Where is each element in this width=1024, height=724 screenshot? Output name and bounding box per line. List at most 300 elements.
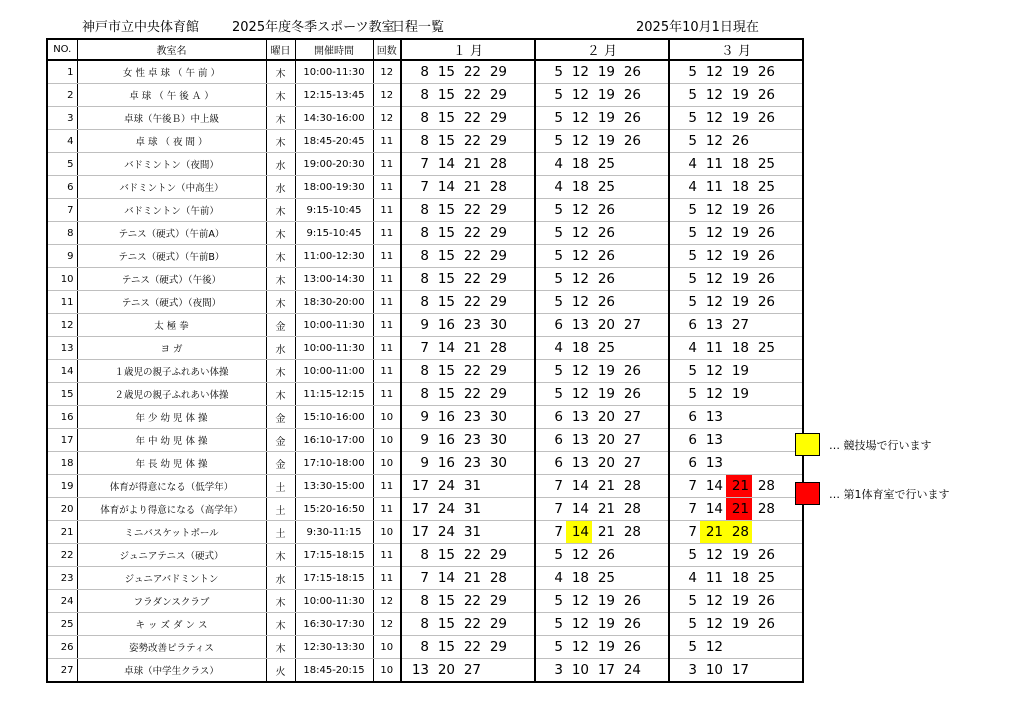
date-cell: 19 xyxy=(592,107,618,130)
date-cell: 4 xyxy=(669,337,700,360)
class-name: 年 少 幼 児 体 操 xyxy=(77,406,266,429)
weekday: 木 xyxy=(266,107,295,130)
date-cell: 7 xyxy=(535,521,566,544)
class-name: フラダンスクラブ xyxy=(77,590,266,613)
date-cell xyxy=(778,383,803,406)
table-row xyxy=(47,659,803,683)
date-cell: 4 xyxy=(669,567,700,590)
date-cell: 12 xyxy=(700,199,726,222)
date-cell: 12 xyxy=(566,84,592,107)
time-slot: 9:30-11:15 xyxy=(295,521,373,544)
date-cell: 5 xyxy=(535,544,566,567)
date-cell: 25 xyxy=(752,567,778,590)
class-name: 卓球（午後Ｂ）中上級 xyxy=(77,107,266,130)
date-cell xyxy=(644,245,669,268)
class-name: テニス（硬式）（午前A） xyxy=(77,222,266,245)
date-cell: 11 xyxy=(700,567,726,590)
date-cell: 27 xyxy=(618,406,644,429)
date-cell xyxy=(752,314,778,337)
date-cell xyxy=(778,60,803,84)
class-name: ヨ ガ xyxy=(77,337,266,360)
date-cell: 12 xyxy=(700,291,726,314)
session-count: 12 xyxy=(373,60,401,84)
date-cell xyxy=(510,567,535,590)
date-cell: 6 xyxy=(669,452,700,475)
time-slot: 14:30-16:00 xyxy=(295,107,373,130)
weekday: 木 xyxy=(266,360,295,383)
date-cell xyxy=(484,659,510,683)
date-cell xyxy=(778,107,803,130)
date-cell: 29 xyxy=(484,60,510,84)
date-cell: 12 xyxy=(700,107,726,130)
date-cell: 10 xyxy=(566,659,592,683)
date-cell: 5 xyxy=(535,130,566,153)
session-count: 11 xyxy=(373,337,401,360)
date-cell: 22 xyxy=(458,291,484,314)
date-cell: 8 xyxy=(401,544,432,567)
table-row xyxy=(47,406,803,429)
date-cell xyxy=(510,360,535,383)
table-row xyxy=(47,130,803,153)
date-cell xyxy=(778,590,803,613)
date-cell: 15 xyxy=(432,291,458,314)
date-cell xyxy=(644,176,669,199)
date-cell: 26 xyxy=(752,291,778,314)
date-cell xyxy=(510,268,535,291)
date-cell: 7 xyxy=(535,498,566,521)
date-cell: 5 xyxy=(535,360,566,383)
date-cell xyxy=(644,613,669,636)
date-cell: 7 xyxy=(401,153,432,176)
table-row xyxy=(47,291,803,314)
date-cell: 29 xyxy=(484,383,510,406)
session-count: 10 xyxy=(373,659,401,683)
date-cell: 12 xyxy=(566,245,592,268)
date-cell: 5 xyxy=(669,199,700,222)
date-cell: 22 xyxy=(458,268,484,291)
weekday: 金 xyxy=(266,429,295,452)
row-no: 23 xyxy=(47,567,77,590)
date-cell: 29 xyxy=(484,636,510,659)
date-cell: 23 xyxy=(458,452,484,475)
date-cell: 5 xyxy=(669,130,700,153)
date-cell xyxy=(778,130,803,153)
date-cell: 18 xyxy=(726,153,752,176)
weekday: 土 xyxy=(266,475,295,498)
date-cell: 20 xyxy=(592,429,618,452)
date-cell: 26 xyxy=(752,60,778,84)
date-cell: 5 xyxy=(535,222,566,245)
date-cell: 27 xyxy=(618,452,644,475)
date-cell: 12 xyxy=(566,383,592,406)
date-cell: 18 xyxy=(566,337,592,360)
date-cell: 28 xyxy=(726,521,752,544)
date-cell: 28 xyxy=(484,567,510,590)
date-cell: 29 xyxy=(484,291,510,314)
date-cell: 19 xyxy=(726,222,752,245)
date-cell: 19 xyxy=(592,636,618,659)
session-count: 11 xyxy=(373,268,401,291)
date-cell: 26 xyxy=(618,130,644,153)
date-cell: 14 xyxy=(700,475,726,498)
date-cell xyxy=(510,199,535,222)
date-cell: 19 xyxy=(592,383,618,406)
date-cell: 12 xyxy=(700,360,726,383)
time-slot: 16:10-17:00 xyxy=(295,429,373,452)
col-month-3: ３ 月 xyxy=(669,39,803,60)
time-slot: 18:45-20:45 xyxy=(295,130,373,153)
date-cell: 28 xyxy=(618,498,644,521)
date-cell: 12 xyxy=(700,60,726,84)
date-cell xyxy=(510,291,535,314)
date-cell xyxy=(752,636,778,659)
time-slot: 17:15-18:15 xyxy=(295,544,373,567)
date-cell xyxy=(778,613,803,636)
date-cell: 16 xyxy=(432,314,458,337)
date-cell: 26 xyxy=(726,130,752,153)
date-cell: 8 xyxy=(401,590,432,613)
date-cell: 12 xyxy=(700,636,726,659)
weekday: 木 xyxy=(266,60,295,84)
date-cell: 14 xyxy=(432,337,458,360)
time-slot: 12:15-13:45 xyxy=(295,84,373,107)
date-cell: 29 xyxy=(484,107,510,130)
date-cell: 21 xyxy=(726,475,752,498)
date-cell: 25 xyxy=(592,567,618,590)
date-cell: 18 xyxy=(566,567,592,590)
date-cell: 20 xyxy=(432,659,458,683)
row-no: 8 xyxy=(47,222,77,245)
date-cell: 24 xyxy=(432,521,458,544)
red-swatch xyxy=(795,482,820,505)
date-cell: 22 xyxy=(458,60,484,84)
date-cell: 21 xyxy=(592,475,618,498)
date-cell: 7 xyxy=(401,567,432,590)
date-cell: 12 xyxy=(700,130,726,153)
weekday: 金 xyxy=(266,452,295,475)
date-cell: 5 xyxy=(535,60,566,84)
date-cell: 5 xyxy=(669,383,700,406)
date-cell: 17 xyxy=(401,521,432,544)
date-cell: 8 xyxy=(401,636,432,659)
date-cell: 28 xyxy=(484,153,510,176)
date-cell: 16 xyxy=(432,429,458,452)
date-cell: 15 xyxy=(432,613,458,636)
date-cell: 15 xyxy=(432,107,458,130)
date-cell: 19 xyxy=(726,245,752,268)
weekday: 水 xyxy=(266,567,295,590)
date-cell: 20 xyxy=(592,452,618,475)
date-cell: 5 xyxy=(535,636,566,659)
date-cell: 26 xyxy=(752,268,778,291)
date-cell xyxy=(644,383,669,406)
date-cell: 6 xyxy=(535,314,566,337)
session-count: 12 xyxy=(373,107,401,130)
date-cell xyxy=(510,383,535,406)
date-cell xyxy=(510,498,535,521)
row-no: 21 xyxy=(47,521,77,544)
date-cell: 19 xyxy=(592,360,618,383)
date-cell xyxy=(510,153,535,176)
row-no: 18 xyxy=(47,452,77,475)
row-no: 13 xyxy=(47,337,77,360)
class-name: 卓 球 （ 夜 間 ） xyxy=(77,130,266,153)
date-cell: 25 xyxy=(592,337,618,360)
table-row xyxy=(47,107,803,130)
date-cell xyxy=(510,60,535,84)
session-count: 12 xyxy=(373,613,401,636)
date-cell: 13 xyxy=(700,429,726,452)
date-cell xyxy=(778,659,803,683)
col-name: 教室名 xyxy=(77,39,266,60)
date-cell xyxy=(510,130,535,153)
date-cell: 5 xyxy=(535,107,566,130)
session-count: 11 xyxy=(373,567,401,590)
time-slot: 15:20-16:50 xyxy=(295,498,373,521)
class-name: バドミントン（夜間） xyxy=(77,153,266,176)
time-slot: 10:00-11:30 xyxy=(295,590,373,613)
date-cell xyxy=(644,60,669,84)
date-cell: 31 xyxy=(458,498,484,521)
time-slot: 17:15-18:15 xyxy=(295,567,373,590)
session-count: 11 xyxy=(373,199,401,222)
date-cell: 14 xyxy=(432,176,458,199)
date-cell: 13 xyxy=(566,429,592,452)
date-cell xyxy=(778,199,803,222)
date-cell xyxy=(644,659,669,683)
time-slot: 17:10-18:00 xyxy=(295,452,373,475)
date-cell: 14 xyxy=(432,567,458,590)
date-cell xyxy=(778,84,803,107)
date-cell: 8 xyxy=(401,60,432,84)
date-cell xyxy=(510,429,535,452)
row-no: 2 xyxy=(47,84,77,107)
date-cell: 12 xyxy=(566,130,592,153)
date-cell xyxy=(644,337,669,360)
date-cell xyxy=(618,222,644,245)
date-cell: 30 xyxy=(484,452,510,475)
date-cell: 21 xyxy=(458,567,484,590)
class-name: ２歳児の親子ふれあい体操 xyxy=(77,383,266,406)
date-cell: 19 xyxy=(592,590,618,613)
date-cell: 5 xyxy=(669,360,700,383)
table-row xyxy=(47,153,803,176)
date-cell: 26 xyxy=(618,84,644,107)
date-cell: 22 xyxy=(458,613,484,636)
date-cell: 29 xyxy=(484,199,510,222)
session-count: 11 xyxy=(373,245,401,268)
class-name: バドミントン（午前） xyxy=(77,199,266,222)
date-cell xyxy=(644,452,669,475)
row-no: 19 xyxy=(47,475,77,498)
date-cell: 26 xyxy=(618,60,644,84)
date-cell xyxy=(510,613,535,636)
date-cell xyxy=(618,291,644,314)
date-cell xyxy=(618,199,644,222)
date-cell: 12 xyxy=(700,383,726,406)
date-cell xyxy=(618,337,644,360)
date-cell xyxy=(510,314,535,337)
date-cell: 6 xyxy=(535,429,566,452)
date-cell xyxy=(778,314,803,337)
date-cell: 7 xyxy=(535,475,566,498)
class-name: キ ッ ズ ダ ン ス xyxy=(77,613,266,636)
session-count: 11 xyxy=(373,314,401,337)
date-cell: 13 xyxy=(566,406,592,429)
date-cell: 31 xyxy=(458,475,484,498)
date-cell: 8 xyxy=(401,268,432,291)
row-no: 11 xyxy=(47,291,77,314)
row-no: 25 xyxy=(47,613,77,636)
date-cell xyxy=(644,107,669,130)
row-no: 20 xyxy=(47,498,77,521)
date-cell: 15 xyxy=(432,590,458,613)
date-cell: 13 xyxy=(700,452,726,475)
date-cell xyxy=(752,452,778,475)
date-cell: 21 xyxy=(458,153,484,176)
date-cell xyxy=(752,383,778,406)
date-cell: 3 xyxy=(535,659,566,683)
date-cell xyxy=(778,176,803,199)
date-cell: 6 xyxy=(669,429,700,452)
weekday: 木 xyxy=(266,268,295,291)
date-cell: 26 xyxy=(618,383,644,406)
date-cell: 19 xyxy=(726,199,752,222)
date-cell: 25 xyxy=(592,153,618,176)
date-cell: 12 xyxy=(566,222,592,245)
date-cell: 26 xyxy=(592,291,618,314)
date-cell: 12 xyxy=(566,636,592,659)
date-cell: 15 xyxy=(432,544,458,567)
date-cell: 11 xyxy=(700,337,726,360)
session-count: 10 xyxy=(373,406,401,429)
date-cell xyxy=(510,521,535,544)
date-cell xyxy=(484,475,510,498)
date-cell: 22 xyxy=(458,544,484,567)
date-cell: 17 xyxy=(401,475,432,498)
time-slot: 18:30-20:00 xyxy=(295,291,373,314)
session-count: 11 xyxy=(373,360,401,383)
date-cell: 10 xyxy=(700,659,726,683)
date-cell: 14 xyxy=(566,498,592,521)
date-cell xyxy=(778,544,803,567)
weekday: 木 xyxy=(266,544,295,567)
date-cell: 8 xyxy=(401,222,432,245)
table-row xyxy=(47,176,803,199)
weekday: 木 xyxy=(266,636,295,659)
date-cell: 30 xyxy=(484,406,510,429)
date-cell xyxy=(484,521,510,544)
weekday: 木 xyxy=(266,383,295,406)
date-cell xyxy=(644,498,669,521)
date-cell: 5 xyxy=(669,636,700,659)
date-cell: 13 xyxy=(401,659,432,683)
table-row xyxy=(47,314,803,337)
row-no: 15 xyxy=(47,383,77,406)
date-cell: 5 xyxy=(535,84,566,107)
date-cell: 5 xyxy=(535,613,566,636)
date-cell: 18 xyxy=(726,176,752,199)
class-name: 太 極 拳 xyxy=(77,314,266,337)
date-cell: 22 xyxy=(458,636,484,659)
date-cell: 11 xyxy=(700,176,726,199)
date-cell: 12 xyxy=(566,544,592,567)
date-cell: 4 xyxy=(535,567,566,590)
date-cell: 5 xyxy=(535,268,566,291)
date-cell: 5 xyxy=(535,590,566,613)
row-no: 10 xyxy=(47,268,77,291)
weekday: 木 xyxy=(266,199,295,222)
date-cell xyxy=(644,406,669,429)
date-cell: 28 xyxy=(618,475,644,498)
row-no: 17 xyxy=(47,429,77,452)
date-cell: 14 xyxy=(566,521,592,544)
row-no: 9 xyxy=(47,245,77,268)
as-of-date: 2025年10月1日現在 xyxy=(636,20,759,35)
class-name: テニス（硬式）（午前B） xyxy=(77,245,266,268)
weekday: 木 xyxy=(266,130,295,153)
date-cell: 26 xyxy=(752,84,778,107)
date-cell: 15 xyxy=(432,130,458,153)
date-cell: 22 xyxy=(458,199,484,222)
date-cell: 12 xyxy=(700,590,726,613)
col-day: 曜日 xyxy=(266,39,295,60)
row-no: 24 xyxy=(47,590,77,613)
date-cell: 22 xyxy=(458,590,484,613)
date-cell: 12 xyxy=(566,199,592,222)
weekday: 木 xyxy=(266,613,295,636)
date-cell: 12 xyxy=(700,544,726,567)
table-row xyxy=(47,199,803,222)
class-name: 年 長 幼 児 体 操 xyxy=(77,452,266,475)
row-no: 7 xyxy=(47,199,77,222)
date-cell: 17 xyxy=(726,659,752,683)
date-cell xyxy=(752,360,778,383)
date-cell: 27 xyxy=(458,659,484,683)
date-cell: 21 xyxy=(592,498,618,521)
table-row xyxy=(47,383,803,406)
date-cell: 26 xyxy=(592,268,618,291)
date-cell: 19 xyxy=(726,590,752,613)
date-cell: 5 xyxy=(669,60,700,84)
date-cell xyxy=(484,498,510,521)
date-cell: 24 xyxy=(618,659,644,683)
date-cell: 29 xyxy=(484,130,510,153)
session-count: 11 xyxy=(373,544,401,567)
date-cell: 12 xyxy=(700,222,726,245)
date-cell xyxy=(618,544,644,567)
date-cell xyxy=(510,107,535,130)
legend-text: … 競技場で行います xyxy=(829,439,932,452)
date-cell: 12 xyxy=(700,268,726,291)
class-name: テニス（硬式）（午後） xyxy=(77,268,266,291)
date-cell: 13 xyxy=(566,314,592,337)
date-cell: 6 xyxy=(535,452,566,475)
row-no: 3 xyxy=(47,107,77,130)
date-cell: 26 xyxy=(618,613,644,636)
date-cell: 12 xyxy=(566,268,592,291)
date-cell xyxy=(752,130,778,153)
date-cell: 21 xyxy=(458,337,484,360)
date-cell: 26 xyxy=(752,613,778,636)
time-slot: 9:15-10:45 xyxy=(295,222,373,245)
date-cell xyxy=(644,314,669,337)
date-cell: 13 xyxy=(700,406,726,429)
time-slot: 10:00-11:00 xyxy=(295,360,373,383)
date-cell: 8 xyxy=(401,613,432,636)
date-cell: 15 xyxy=(432,245,458,268)
table-row xyxy=(47,498,803,521)
